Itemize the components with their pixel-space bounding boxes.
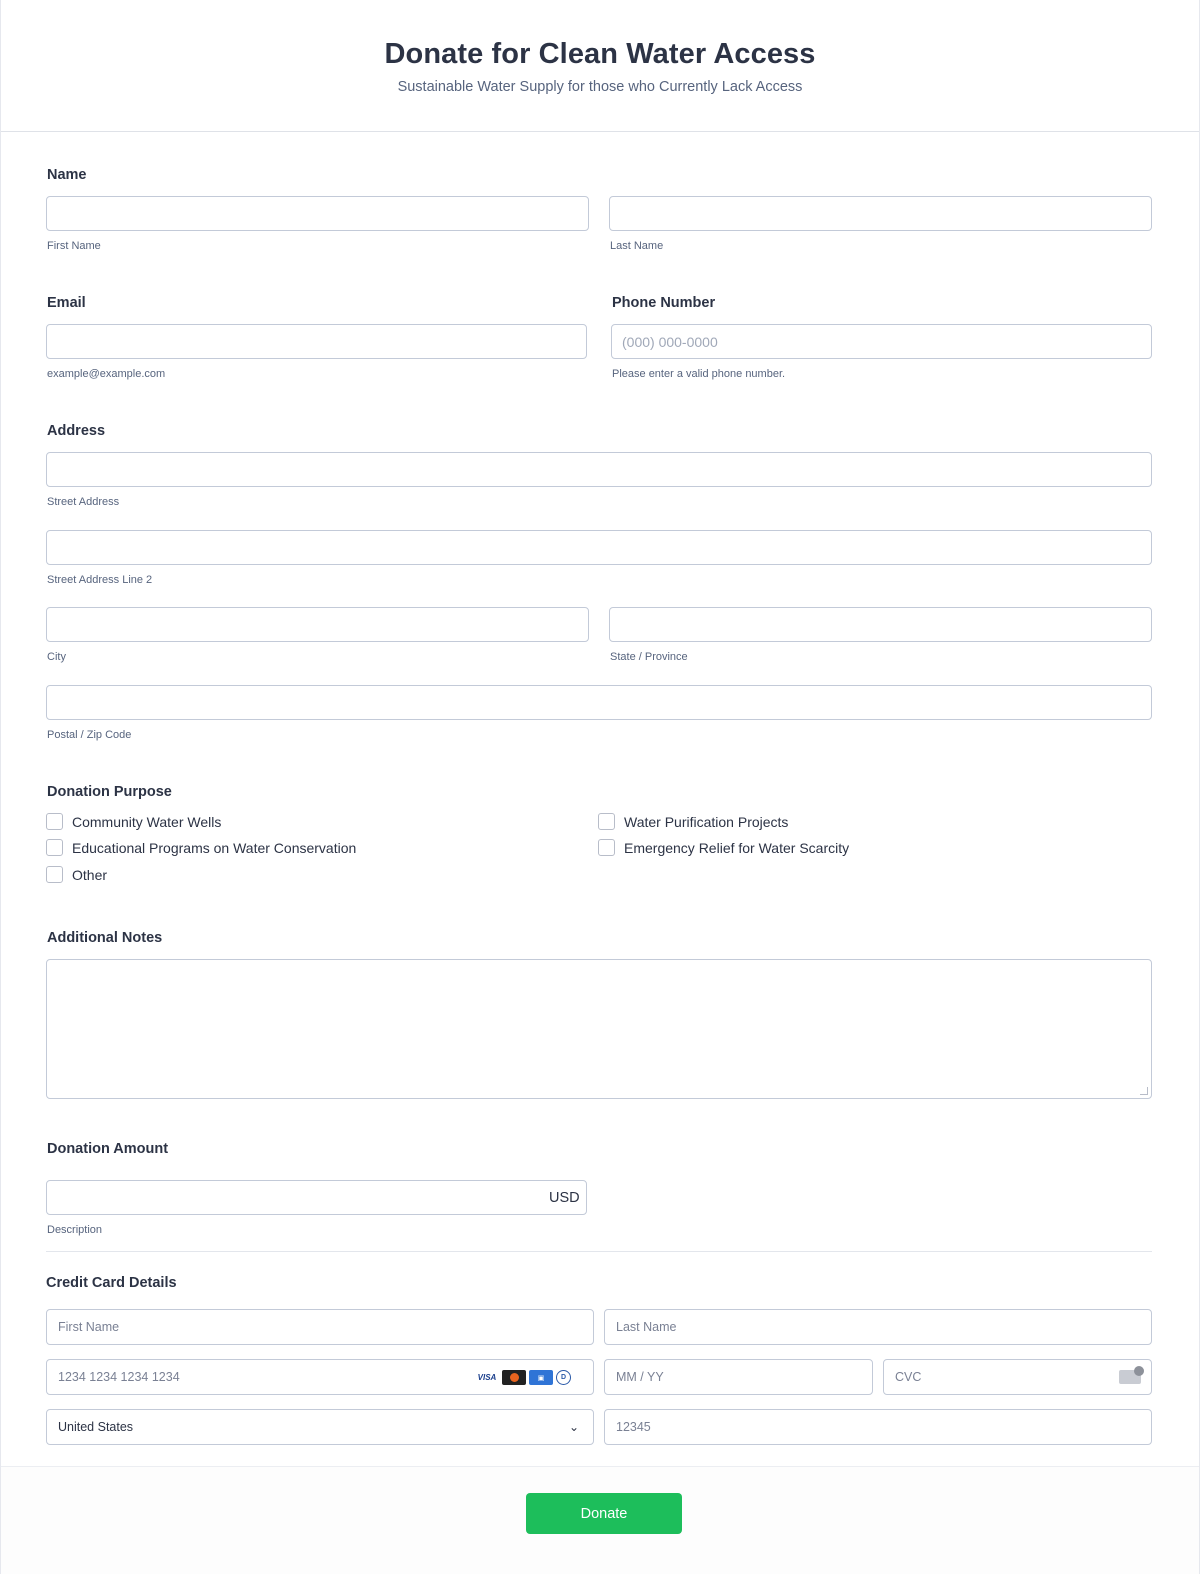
donate-button[interactable]: Donate <box>526 1493 682 1534</box>
state-sublabel: State / Province <box>610 651 688 663</box>
resize-handle-icon[interactable] <box>1140 1087 1148 1095</box>
checkbox[interactable] <box>598 813 615 830</box>
city-sublabel: City <box>47 651 66 663</box>
phone-sublabel: Please enter a valid phone number. <box>612 368 786 380</box>
address-label: Address <box>47 423 106 439</box>
street-address-line2-sublabel: Street Address Line 2 <box>47 574 153 586</box>
purpose-option-other[interactable] <box>46 866 107 883</box>
checkbox[interactable] <box>46 839 63 856</box>
section-divider <box>46 1251 1152 1252</box>
cc-last-name-input[interactable] <box>604 1309 1152 1345</box>
option-label: Water Purification Projects <box>624 813 789 830</box>
purpose-option-purification[interactable] <box>598 813 788 830</box>
card-brand-logos <box>475 1370 571 1385</box>
purpose-option-education[interactable] <box>46 839 356 856</box>
postal-code-input[interactable] <box>46 685 1152 720</box>
street-address-input[interactable] <box>46 452 1152 487</box>
billing-zip-input[interactable] <box>604 1409 1152 1445</box>
purpose-option-emergency-relief[interactable] <box>598 839 849 856</box>
email-input[interactable] <box>46 324 587 359</box>
option-label: Other <box>72 866 108 883</box>
cc-first-name-input[interactable] <box>46 1309 594 1345</box>
donation-amount-sublabel: Description <box>47 1224 103 1236</box>
country-selected-value: United States <box>58 1420 134 1434</box>
expiry-placeholder: MM / YY <box>616 1370 664 1384</box>
card-number-input[interactable] <box>46 1359 594 1395</box>
donation-purpose-label: Donation Purpose <box>47 784 172 800</box>
phone-input[interactable] <box>611 324 1152 359</box>
donation-amount-label: Donation Amount <box>47 1141 169 1157</box>
cc-last-name-placeholder: Last Name <box>616 1320 677 1334</box>
donation-amount-input[interactable] <box>46 1180 587 1215</box>
checkbox[interactable] <box>46 813 63 830</box>
phone-label: Phone Number <box>612 295 716 311</box>
first-name-sublabel: First Name <box>47 240 101 252</box>
street-address-sublabel: Street Address <box>47 496 120 508</box>
cc-first-name-placeholder: First Name <box>58 1320 120 1334</box>
email-sublabel: example@example.com <box>47 368 166 380</box>
card-number-placeholder: 1234 1234 1234 1234 <box>58 1370 180 1384</box>
diners-icon: D <box>556 1370 571 1385</box>
checkbox[interactable] <box>46 866 63 883</box>
name-label: Name <box>47 167 87 183</box>
chevron-down-icon: ⌄ <box>568 1420 579 1434</box>
country-select[interactable] <box>46 1409 594 1445</box>
cvc-card-icon <box>1119 1370 1141 1384</box>
checkbox[interactable] <box>598 839 615 856</box>
expiry-input[interactable] <box>604 1359 873 1395</box>
last-name-input[interactable] <box>609 196 1152 231</box>
form-title: Donate for Clean Water Access <box>384 38 816 70</box>
amex-icon: ▣ <box>529 1370 553 1385</box>
last-name-sublabel: Last Name <box>610 240 664 252</box>
visa-icon: VISA <box>477 1373 497 1382</box>
currency-label: USD <box>549 1190 580 1206</box>
email-label: Email <box>47 295 86 311</box>
billing-zip-placeholder: 12345 <box>616 1420 651 1434</box>
cvc-placeholder: CVC <box>895 1370 922 1384</box>
credit-card-title: Credit Card Details <box>46 1275 177 1291</box>
cvc-input[interactable] <box>883 1359 1152 1395</box>
state-input[interactable] <box>609 607 1152 642</box>
option-label: Educational Programs on Water Conservation <box>72 839 357 856</box>
mastercard-icon <box>502 1370 526 1385</box>
additional-notes-label: Additional Notes <box>47 930 163 946</box>
purpose-option-community-wells[interactable] <box>46 813 221 830</box>
option-label: Emergency Relief for Water Scarcity <box>624 839 850 856</box>
postal-code-sublabel: Postal / Zip Code <box>47 729 132 741</box>
additional-notes-textarea[interactable] <box>46 959 1152 1099</box>
city-input[interactable] <box>46 607 589 642</box>
option-label: Community Water Wells <box>72 813 222 830</box>
street-address-line2-input[interactable] <box>46 530 1152 565</box>
form-header <box>1 0 1199 132</box>
first-name-input[interactable] <box>46 196 589 231</box>
form-subtitle: Sustainable Water Supply for those who Currently Lack Access <box>397 79 803 95</box>
